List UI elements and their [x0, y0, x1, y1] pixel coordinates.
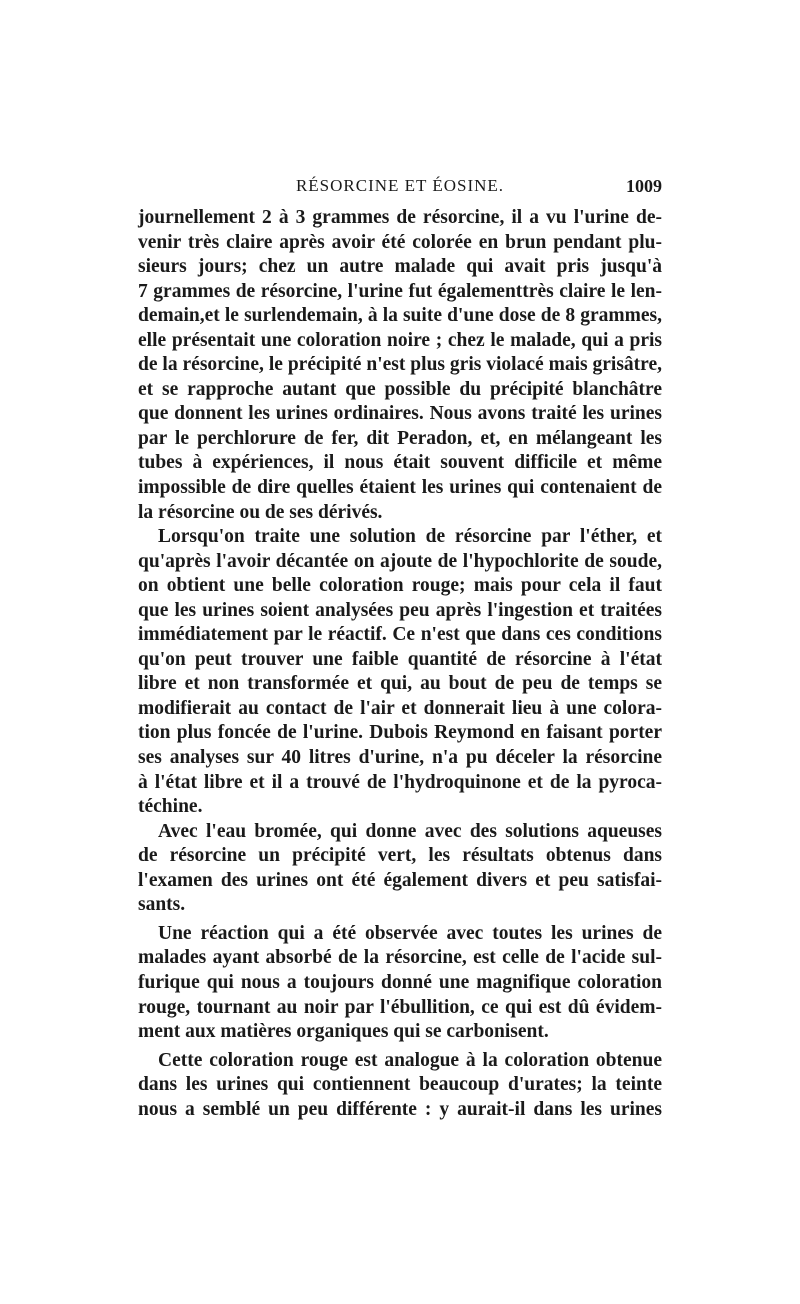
text-line: tion plus foncée de l'urine. Dubois Reymond en faisant porter — [138, 722, 662, 744]
text-line: malades ayant absorbé de la résorcine, est celle de l'acide sul- — [138, 947, 662, 969]
text-line: tubes à expériences, il nous était souvent difficile et même — [138, 452, 662, 474]
text-line: sieurs jours; chez un autre malade qui avait pris jusqu'à — [138, 256, 662, 278]
text-line: immédiatement par le réactif. Ce n'est que dans ces conditions — [138, 624, 662, 646]
text-line: on obtient une belle coloration rouge; mais pour cela il faut — [138, 575, 662, 597]
text-line: dans les urines qui contiennent beaucoup d'urates; la teinte — [138, 1074, 662, 1096]
text-line: Une réaction qui a été observée avec toutes les urines de — [158, 922, 662, 944]
text-line: libre et non transformée et qui, au bout de peu de temps se — [138, 673, 662, 695]
text-line: 7 grammes de résorcine, l'urine fut égalementtrès claire le len- — [138, 280, 662, 302]
text-line: et se rapproche autant que possible du précipité blanchâtre — [138, 378, 662, 400]
text-line: demain,et le surlendemain, à la suite d'une dose de 8 grammes, — [138, 305, 662, 327]
text-line: journellement 2 à 3 grammes de résorcine, il a vu l'urine de- — [138, 207, 662, 228]
text-line: sants. — [138, 894, 186, 916]
page-header — [138, 176, 662, 200]
text-line: Cette coloration rouge est analogue à la coloration obtenue — [158, 1049, 662, 1071]
text-line: l'examen des urines ont été également divers et peu satisfai- — [138, 869, 662, 891]
body-text — [138, 206, 662, 1122]
text-line: nous a semblé un peu différente : y aurait-il dans les urines — [138, 1098, 662, 1120]
text-line: ment aux matières organiques qui se carbonisent. — [138, 1021, 549, 1043]
text-line: par le perchlorure de fer, dit Peradon, et, en mélangeant les — [138, 427, 662, 449]
text-line: impossible de dire quelles étaient les urines qui contenaient de — [138, 477, 662, 499]
text-line: Lorsqu'on traite une solution de résorcine par l'éther, et — [158, 526, 662, 548]
text-line: modifierait au contact de l'air et donnerait lieu à une colora- — [138, 697, 662, 719]
text-line: furique qui nous a toujours donné une magnifique coloration — [138, 971, 662, 993]
text-line: rouge, tournant au noir par l'ébullition, ce qui est dû évidem- — [138, 996, 662, 1018]
text-line: à l'état libre et il a trouvé de l'hydroquinone et de la pyroca- — [138, 771, 662, 793]
text-line: que donnent les urines ordinaires. Nous avons traité les urines — [138, 403, 662, 425]
text-line: elle présentait une coloration noire ; chez le malade, qui a pris — [138, 329, 662, 351]
text-line: venir très claire après avoir été colorée en brun pendant plu- — [138, 231, 662, 253]
text-line: que les urines soient analysées peu après l'ingestion et traitées — [138, 599, 662, 621]
text-line: la résorcine ou de ses dérivés. — [138, 501, 383, 523]
text-line: de résorcine un précipité vert, les résultats obtenus dans — [138, 845, 662, 867]
running-title: RÉSORCINE ET ÉOSINE. — [295, 176, 505, 195]
page-number: 1009 — [626, 176, 662, 196]
text-line: Avec l'eau bromée, qui donne avec des solutions aqueuses — [158, 820, 662, 842]
text-line: qu'on peut trouver une faible quantité de résorcine à l'état — [138, 648, 662, 670]
text-line: qu'après l'avoir décantée on ajoute de l'hypochlorite de soude, — [138, 550, 662, 572]
text-line: de la résorcine, le précipité n'est plus gris violacé mais grisâtre, — [138, 354, 662, 376]
text-line: téchine. — [138, 796, 203, 818]
text-line: ses analyses sur 40 litres d'urine, n'a pu déceler la résorcine — [138, 747, 662, 769]
